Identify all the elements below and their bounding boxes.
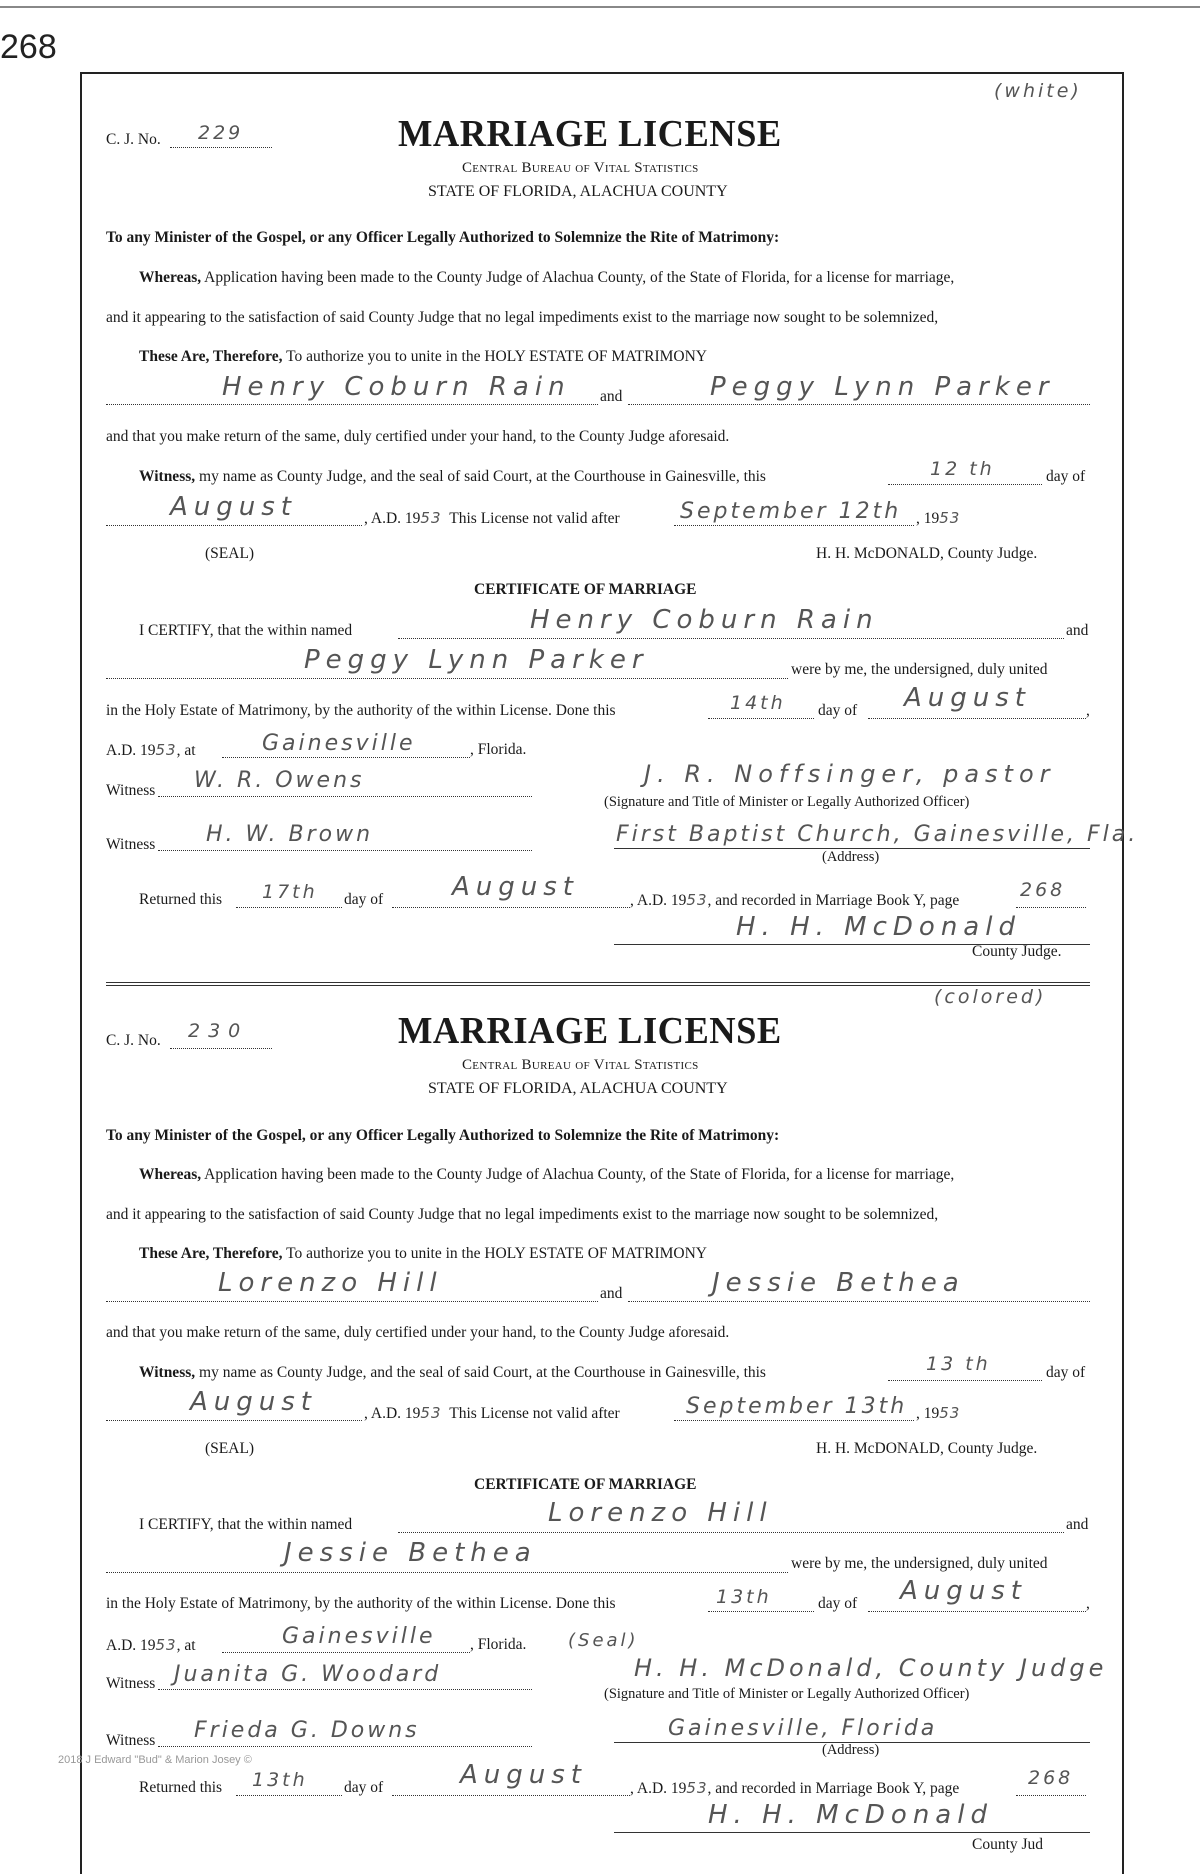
witness1-signature: Juanita G. Woodard (174, 1662, 442, 1687)
issue-year: 53 (420, 509, 442, 527)
county-judge-name: H. H. McDONALD, County Judge. (816, 545, 1038, 562)
expiry-date: September 13th (686, 1394, 908, 1419)
race-note: (white) (994, 80, 1082, 102)
bureau-name: Central Bureau of Vital Statistics (462, 160, 699, 176)
county-judge-name: H. H. McDONALD, County Judge. (816, 1440, 1038, 1457)
witness-label: Witness, (139, 468, 196, 485)
done-day-of-text: day of (818, 702, 858, 719)
florida-text: , Florida. (470, 741, 527, 758)
holy-estate-text: in the Holy Estate of Matrimony, by the authority of the within License. Done this (106, 1595, 616, 1612)
officer-address: First Baptist Church, Gainesville, Fla. (616, 822, 1139, 847)
done-year: 53 (155, 1636, 177, 1654)
witness-text: my name as County Judge, and the seal of said Court, at the Courthouse in Gainesville, this (199, 1364, 766, 1381)
address-caption: (Address) (822, 849, 880, 865)
seal-note: (Seal) (568, 1630, 639, 1651)
cj-number-label: C. J. No. (106, 1032, 161, 1049)
done-day: 13th (716, 1586, 772, 1608)
issue-month: August (170, 492, 297, 522)
returned-text: Returned this (139, 891, 223, 908)
certify-text: I CERTIFY, that the within named (139, 622, 353, 639)
salutation: To any Minister of the Gospel, or any Officer Legally Authorized to Solemnize the Rite of Matrimony: (106, 229, 780, 246)
witness1-label: Witness (106, 782, 156, 799)
witness2-label: Witness (106, 836, 156, 853)
state-county: STATE OF FLORIDA, ALACHUA COUNTY (428, 183, 728, 200)
florida-text: , Florida. (470, 1636, 527, 1653)
cert-and-text: and (1066, 1516, 1089, 1533)
groom-name: Lorenzo Hill (218, 1268, 443, 1298)
marriage-place: Gainesville (282, 1624, 436, 1649)
cert-and-text: and (1066, 622, 1089, 639)
marriage-place: Gainesville (262, 731, 416, 756)
cert-bride-name: Jessie Bethea (284, 1538, 537, 1568)
witness-label: Witness, (139, 1364, 196, 1381)
bride-name: Jessie Bethea (712, 1268, 965, 1298)
done-month: August (904, 683, 1031, 713)
expiry-date: September 12th (680, 499, 902, 524)
united-text: were by me, the undersigned, duly united (791, 1555, 1048, 1572)
witness2-label: Witness (106, 1732, 156, 1749)
done-year: 53 (155, 741, 177, 759)
returned-year: 53 (686, 1779, 708, 1797)
book-page: 268 (1028, 1767, 1074, 1789)
county-judge-label: County Judge. (972, 943, 1062, 960)
not-valid-text: This License not valid after (449, 1405, 620, 1422)
issue-day: 12 th (930, 458, 995, 480)
day-of-text: day of (1046, 468, 1086, 485)
seal-label: (SEAL) (205, 545, 255, 562)
returned-month: August (452, 872, 579, 902)
witness2-signature: Frieda G. Downs (194, 1718, 420, 1743)
officer-address: Gainesville, Florida (668, 1716, 938, 1741)
certificate-title: CERTIFICATE OF MARRIAGE (474, 581, 697, 598)
salutation: To any Minister of the Gospel, or any Officer Legally Authorized to Solemnize the Rite of Matrimony: (106, 1127, 780, 1144)
return-text: and that you make return of the same, duly certified under your hand, to the County Judge aforesaid. (106, 428, 730, 445)
returned-month: August (460, 1760, 587, 1790)
cert-groom-name: Henry Coburn Rain (530, 605, 879, 635)
cert-bride-name: Peggy Lynn Parker (304, 645, 649, 675)
book-page: 268 (1020, 879, 1066, 901)
judge-signature: H. H. McDonald (736, 912, 1021, 942)
groom-name: Henry Coburn Rain (222, 372, 571, 402)
witness-text: my name as County Judge, and the seal of said Court, at the Courthouse in Gainesville, this (199, 468, 766, 485)
returned-day: 17th (262, 881, 318, 903)
license-title: MARRIAGE LICENSE (398, 1010, 782, 1052)
county-judge-label: County Jud (972, 1836, 1044, 1853)
appearing-text: and it appearing to the satisfaction of said County Judge that no legal impediments exist to the marriage now sought to be solemnized, (106, 1206, 939, 1223)
these-are-text: To authorize you to unite in the HOLY ESTATE OF MATRIMONY (286, 348, 708, 365)
witness2-signature: H. W. Brown (206, 822, 374, 847)
cert-groom-name: Lorenzo Hill (548, 1498, 773, 1528)
recorded-text: , and recorded in Marriage Book Y, page (707, 1780, 960, 1797)
witness1-label: Witness (106, 1675, 156, 1692)
issue-month: August (190, 1387, 317, 1417)
recorded-text: , and recorded in Marriage Book Y, page (707, 892, 960, 909)
returned-text: Returned this (139, 1779, 223, 1796)
these-are-text: To authorize you to unite in the HOLY ESTATE OF MATRIMONY (286, 1245, 708, 1262)
expiry-year: 53 (939, 1404, 961, 1422)
done-month: August (900, 1576, 1027, 1606)
not-valid-text: This License not valid after (449, 510, 620, 527)
officer-caption: (Signature and Title of Minister or Legally Authorized Officer) (604, 794, 970, 810)
race-note: (colored) (934, 986, 1047, 1008)
officer-signature: J. R. Noffsinger, pastor (644, 760, 1056, 788)
and-text: and (600, 1285, 623, 1302)
officer-signature: H. H. McDonald, County Judge (634, 1654, 1108, 1682)
page-number: 268 (0, 28, 57, 66)
day-of-text: day of (1046, 1364, 1086, 1381)
certify-text: I CERTIFY, that the within named (139, 1516, 353, 1533)
bureau-name: Central Bureau of Vital Statistics (462, 1057, 699, 1073)
expiry-year: 53 (939, 509, 961, 527)
issue-day: 13 th (926, 1353, 991, 1375)
whereas-label: Whereas, (139, 269, 202, 286)
issue-year: 53 (420, 1404, 442, 1422)
whereas-text: Application having been made to the County Judge of Alachua County, of the State of Florida, for a license for marriage, (204, 1166, 955, 1183)
returned-day: 13th (252, 1769, 308, 1791)
whereas-label: Whereas, (139, 1166, 202, 1183)
page-top-rule (0, 6, 1200, 8)
holy-estate-text: in the Holy Estate of Matrimony, by the authority of the within License. Done this (106, 702, 616, 719)
returned-day-of-text: day of (344, 891, 384, 908)
certificate-title: CERTIFICATE OF MARRIAGE (474, 1476, 697, 1493)
returned-day-of-text: day of (344, 1779, 384, 1796)
address-caption: (Address) (822, 1742, 880, 1758)
done-day-of-text: day of (818, 1595, 858, 1612)
returned-year: 53 (686, 891, 708, 909)
return-text: and that you make return of the same, duly certified under your hand, to the County Judge aforesaid. (106, 1324, 730, 1341)
judge-signature: H. H. McDonald (708, 1800, 993, 1830)
license-title: MARRIAGE LICENSE (398, 113, 782, 155)
appearing-text: and it appearing to the satisfaction of said County Judge that no legal impediments exist to the marriage now sought to be solemnized, (106, 309, 939, 326)
copyright-notice: 2018 J Edward "Bud" & Marion Josey © (58, 1754, 252, 1766)
united-text: were by me, the undersigned, duly united (791, 661, 1048, 678)
officer-caption: (Signature and Title of Minister or Legally Authorized Officer) (604, 1686, 970, 1702)
bride-name: Peggy Lynn Parker (710, 372, 1055, 402)
seal-label: (SEAL) (205, 1440, 255, 1457)
and-text: and (600, 388, 623, 405)
cj-number: 230 (188, 1020, 249, 1042)
done-day: 14th (730, 692, 786, 714)
cj-number-label: C. J. No. (106, 131, 161, 148)
these-are-label: These Are, Therefore, (139, 348, 283, 365)
witness1-signature: W. R. Owens (194, 768, 365, 793)
these-are-label: These Are, Therefore, (139, 1245, 283, 1262)
state-county: STATE OF FLORIDA, ALACHUA COUNTY (428, 1080, 728, 1097)
whereas-text: Application having been made to the County Judge of Alachua County, of the State of Florida, for a license for marriage, (204, 269, 955, 286)
cj-number: 229 (198, 122, 244, 144)
